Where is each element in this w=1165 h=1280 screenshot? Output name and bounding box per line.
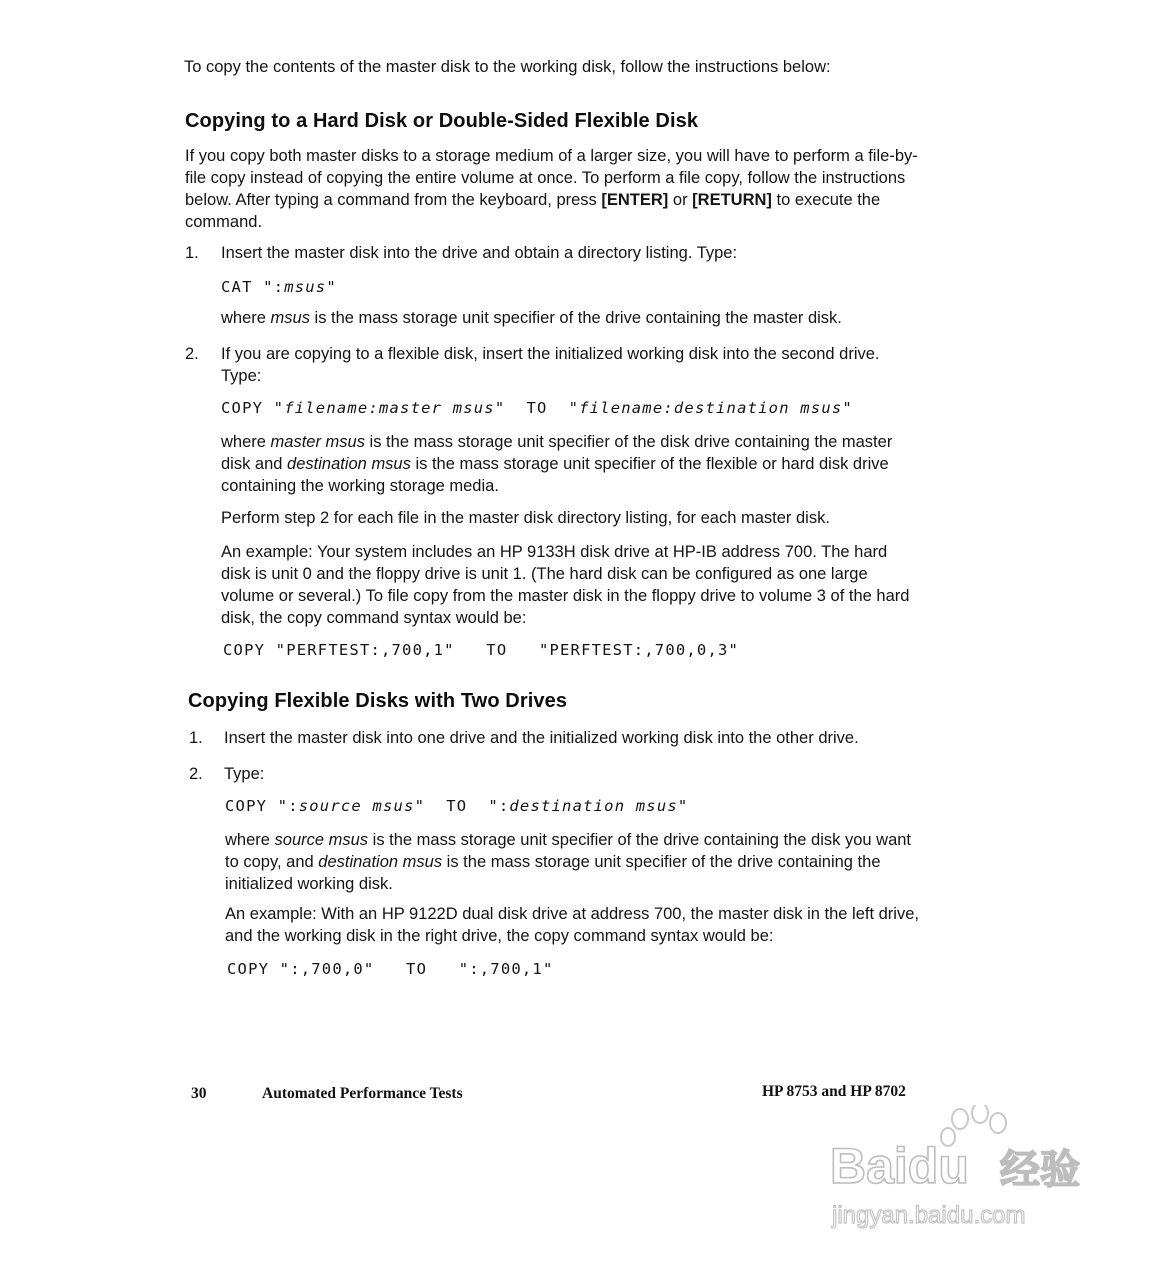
s2-step1-number: 1. [189,729,203,747]
perform-note: Perform step 2 for each file in the master disk directory listing, for each master disk. [221,509,830,527]
key-enter: [ENTER] [601,191,669,209]
example-hard-disk: An example: Your system includes an HP 9133H disk drive at HP-IB address 700. The hard disk is unit 0 and the floppy drive is unit 1. (The hard disk can be configured as one large volume or several.) To file copy from the master disk in the floppy drive to volume 3 of the hard disk, the copy command syntax would be: [221,543,910,627]
code-to: " TO " [494,399,580,417]
where-a: where [221,309,271,327]
svg-text:经验: 经验 [1000,1148,1080,1192]
footer-page-number: 30 [191,1085,207,1102]
s2-step2-text: Type: [224,765,265,783]
where-var1: master msus [270,433,365,451]
s2-step2-code [225,797,688,815]
key-return: [RETURN] [692,191,772,209]
s2-step2-number: 2. [189,765,203,783]
baidu-jingyan-watermark [828,1105,1108,1235]
code-end: " [842,399,853,417]
svg-text:Baidu: Baidu [830,1138,969,1194]
where-var2: destination msus [287,455,411,473]
s2-step2-where [225,829,925,895]
code-var1: source msus [298,797,415,815]
step1-where [221,307,921,329]
step1-text: Insert the master disk into the drive and obtain a directory listing. Type: [221,244,738,262]
example-two-drives: An example: With an HP 9122D dual disk drive at address 700, the master disk in the left drive, and the working disk in the right drive, the copy command syntax would be: [225,905,919,945]
step2-number: 2. [185,345,199,363]
section1-paragraph [185,145,920,233]
section1-para-b: to execute the command. [185,191,881,231]
where-var2: destination msus [318,853,443,871]
code-cmd: CAT ": [221,278,285,296]
example-hard-disk-code: COPY "PERFTEST:,700,1" TO "PERFTEST:,700,0,3" [223,641,740,659]
section1-para-or: or [668,191,693,209]
where-b: is the mass storage unit specifier of the drive containing the master disk. [309,309,842,327]
footer-product: HP 8753 and HP 8702 [762,1083,906,1100]
step1-code [221,278,337,296]
where-c: is the mass storage unit specifier of the drive containing the initialized working disk. [225,853,881,893]
where-b: is the mass storage unit specifier of the disk drive containing the master disk and [221,433,893,473]
section-heading-hard-disk: Copying to a Hard Disk or Double-Sided Flexible Disk [185,110,699,132]
code-var2: destination msus [509,797,678,815]
intro-paragraph: To copy the contents of the master disk to the working disk, follow the instructions below: [184,58,831,76]
code-cmd: COPY " [221,399,285,417]
where-a: where [225,831,275,849]
code-to: " TO ": [414,797,510,815]
code-end: " [677,797,689,815]
step2-text: If you are copying to a flexible disk, insert the initialized working disk into the second drive. Type: [221,345,880,385]
section1-para-a: If you copy both master disks to a storage medium of a larger size, you will have to perform a file-by-file copy instead of copying the entire volume at once. To perform a file copy, follow the instructions below. After typing a command from the keyboard, press [185,147,918,209]
where-a: where [221,433,271,451]
where-var1: source msus [274,831,369,849]
code-var1: filename:master msus [284,399,495,417]
section-heading-two-drives: Copying Flexible Disks with Two Drives [188,690,568,712]
s2-step1-text: Insert the master disk into one drive and the initialized working disk into the other drive. [224,729,859,747]
code-cmd: COPY ": [225,797,299,815]
code-var2: filename:destination msus [579,399,843,417]
code-var: msus [284,278,327,296]
where-var: msus [270,309,310,327]
example-two-drives-code: COPY ":,700,0" TO ":,700,1" [227,960,554,978]
step1-number: 1. [185,244,199,262]
watermark-text [830,1138,1080,1194]
where-c: is the mass storage unit specifier of the flexible or hard disk drive containing the working storage media. [221,455,889,495]
watermark-url: jingyan.baidu.com [832,1202,1026,1229]
step2-where [221,431,921,497]
code-end: " [326,278,337,296]
footer-section-title: Automated Performance Tests [262,1085,463,1102]
step2-code [221,399,853,417]
where-b: is the mass storage unit specifier of the drive containing the disk you want to copy, and [225,831,912,871]
